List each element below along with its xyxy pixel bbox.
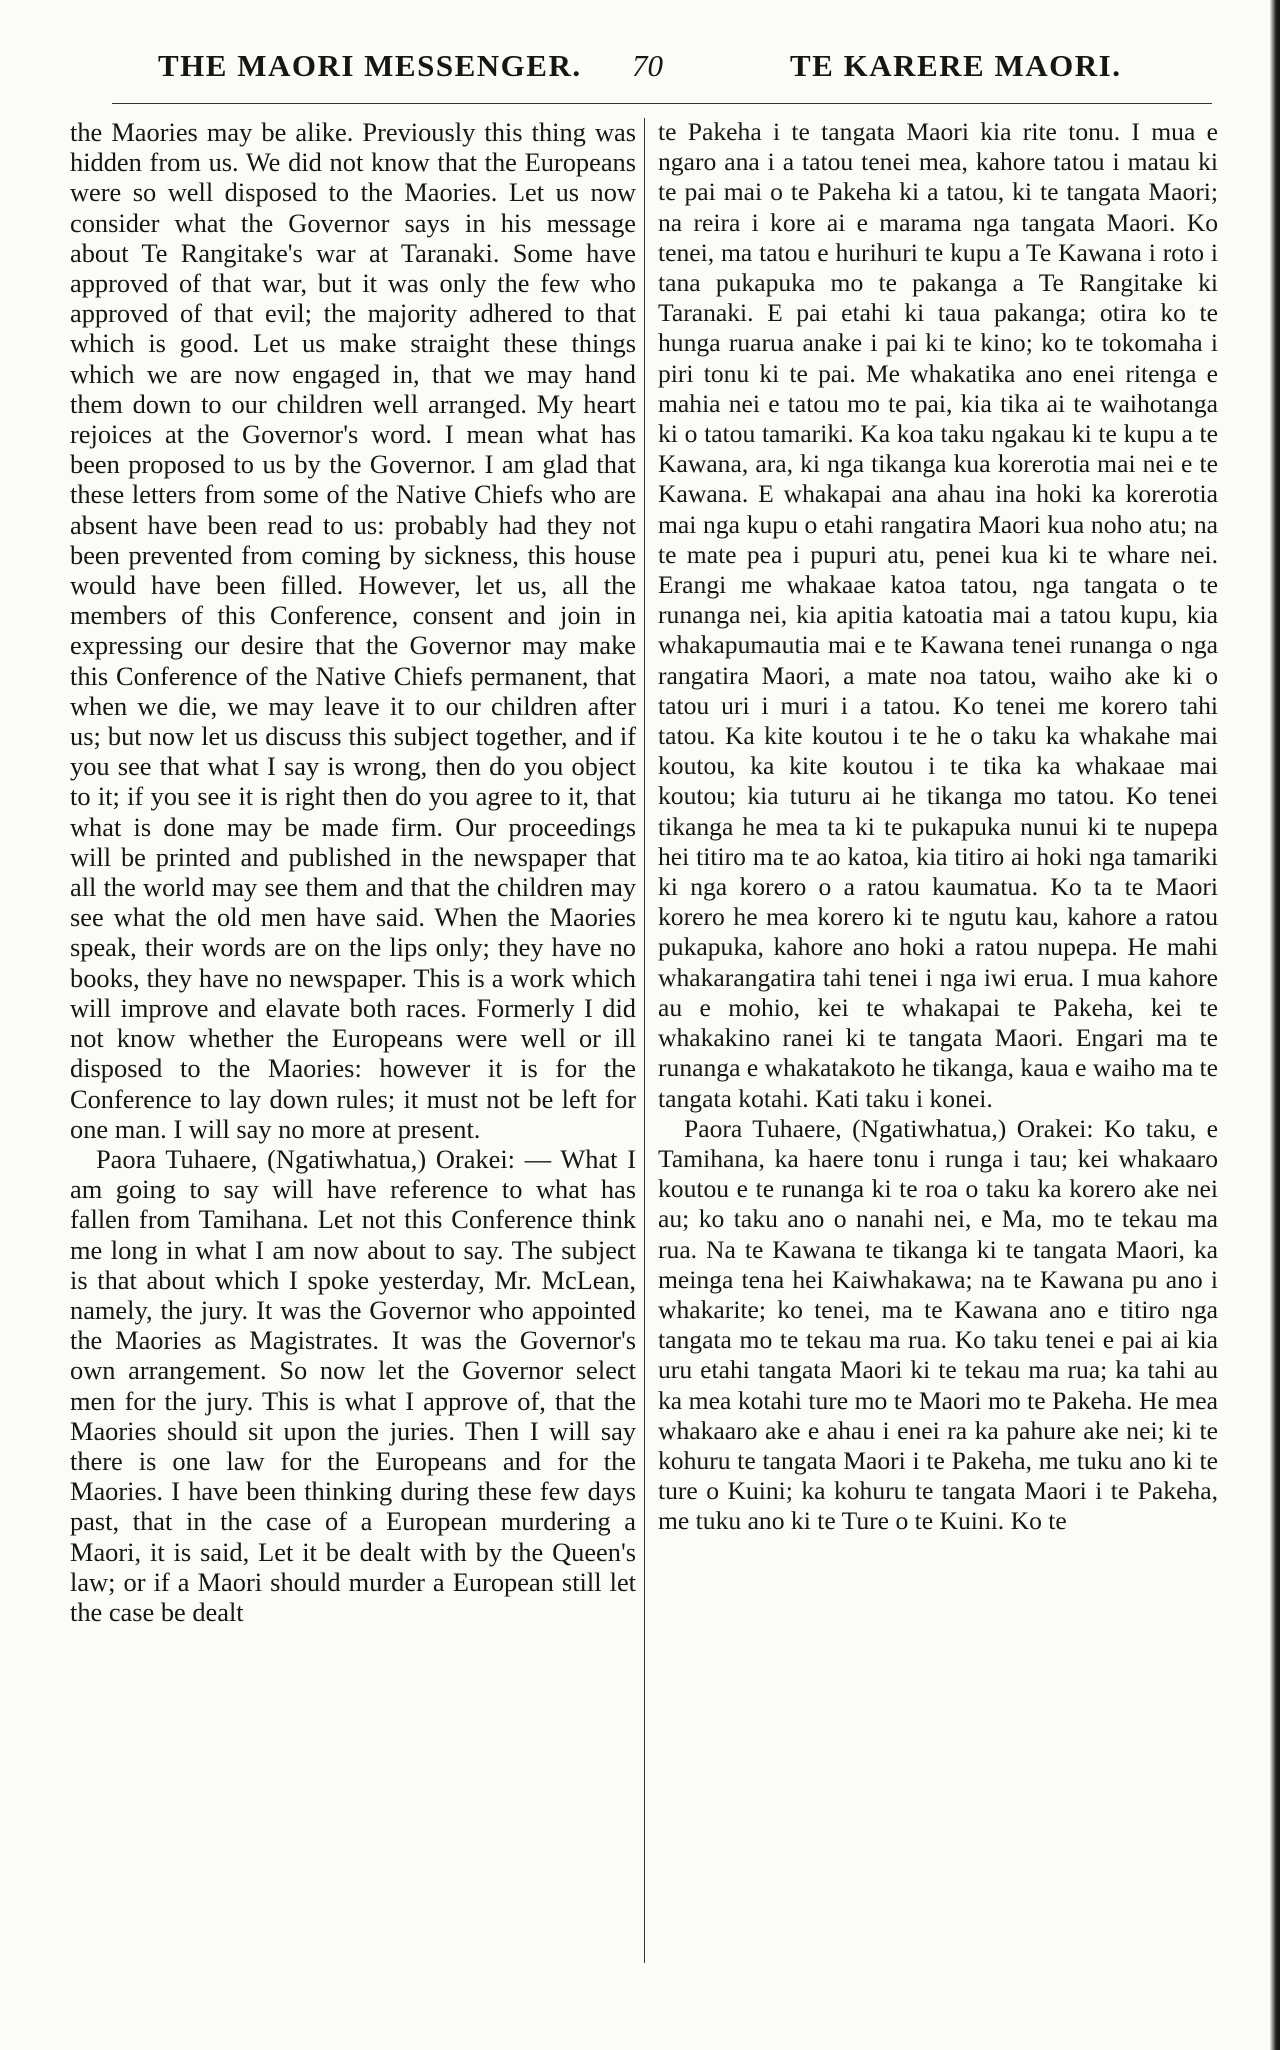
maori-paragraph-1: te Pakeha i te tangata Maori kia rite tonu. I mua e ngaro ana i a tatou tenei mea, kahore tatou i matau ki te pai mai o te Pakeha ki a tatou, ki te tangata Maori; na reira i kore ai e marama nga tangata Maori. Ko tenei, ma tatou e hurihuri te kupu a Te Kawana i roto i tana pukapuka mo te pakanga a Te Rangitake ki Taranaki. E pai etahi ki taua pakanga; otira ko te hunga ruarua anake i pai ki te kino; ko te tokomaha i piri tonu ki te pai. Me whakatika ano enei ritenga e mahia nei e tatou mo te pai, kia tika ai te waihotanga ki o tatou tamariki. Ka koa taku ngakau ki te kupu a te Kawana, ara, ki nga tikanga kua korerotia mai nei e te Kawana. E whakapai ana ahau ina hoki ka korerotia mai nga kupu o etahi rangatira Maori kua noho atu; na te mate pea i pupuri atu, penei kua ki te whare nei. Erangi me whakaae katoa tatou, nga tangata o te runanga nei, kia apitia katoatia mai a tatou kupu, kia whakapumautia mai e te Kawana tenei runanga o nga rangatira Maori, a mate noa tatou, waiho ake ki o tatou uri i muri i a tatou. Ko tenei me korero tahi tatou. Ka kite koutou i te he o taku ka whakahe mai koutou, ka kite koutou i te tika ka whakaae mai koutou; kia tuturu ai he tikanga mo tatou. Ko tenei tikanga he mea ta ki te pukapuka nunui ki te nupepa hei titiro ma te ao katoa, kia titiro ai hoki nga tamariki ki nga korero o a ratou kaumatua. Ko ta te Maori korero he mea korero ki te ngutu kau, kahore a ratou pukapuka, kahore ano hoki a ratou nupepa. He mahi whakarangatira tahi tenei i nga iwi erua. I mua kahore au e mohio, kei te whakapai te Pakeha, kei te whakakino ranei ki te tangata Maori. Engari ma te runanga e whakatakoto he tikanga, kaua e waiho ma te tangata kotahi. Kati taku i konei. — [658, 117, 1218, 1113]
english-masthead: THE MAORI MESSENGER. — [158, 48, 582, 83]
english-paragraph-2: Paora Tuhaere, (Ngatiwhatua,) Orakei: — What I am going to say will have reference to what has fallen from Tamihana. Let not this Conference think me long in what I am now about to say. The subject is that about which I spoke yesterday, Mr. McLean, namely, the jury. It was the Governor who appointed the Maories as Magistrates. It was the Governor's own arrangement. So now let the Governor select men for the jury. This is what I approve of, that the Maories should sit upon the juries. Then I will say there is one law for the Europeans and for the Maories. I have been thinking during these few days past, that in the case of a European murdering a Maori, it is said, Let it be dealt with by the Queen's law; or if a Maori should murder a European still let the case be dealt — [70, 1143, 636, 1627]
column-divider — [644, 118, 645, 1963]
page-number: 70 — [632, 48, 663, 83]
english-paragraph-1: the Maories may be alike. Previously this thing was hidden from us. We did not know that the Europeans were so well disposed to the Maories. Let us now consider what the Governor says in his message about Te Rangitake's war at Taranaki. Some have approved of that war, but it was only the few who approved of that evil; the majority adhered to that which is good. Let us make straight these things which we are now engaged in, that we may hand them down to our children well arranged. My heart rejoices at the Governor's word. I mean what has been proposed to us by the Governor. I am glad that these letters from some of the Native Chiefs who are absent have been read to us: probably had they not been prevented from coming by sickness, this house would have been filled. However, let us, all the members of this Conference, consent and join in expressing our desire that the Governor may make this Conference of the Native Chiefs permanent, that when we die, we may leave it to our children after us; but now let us discuss this subject together, and if you see that what I say is wrong, then do you object to it; if you see it is right then do you agree to it, that what is done may be made firm. Our proceedings will be printed and published in the newspaper that all the world may see them and that the children may see what the old men have said. When the Maories speak, their words are on the lips only; they have no books, they have no newspaper. This is a work which will improve and elavate both races. Formerly I did not know whether the Europeans were well or ill disposed to the Maories: however it is for the Conference to lay down rules; it must not be left for one man. I will say no more at present. — [70, 117, 636, 1144]
maori-column — [658, 117, 1218, 1537]
page-header — [0, 48, 1280, 92]
maori-masthead: TE KARERE MAORI. — [790, 48, 1122, 83]
page-edge-shadow — [1270, 0, 1280, 2050]
english-column — [70, 117, 636, 1627]
header-rule — [112, 103, 1212, 104]
maori-paragraph-2: Paora Tuhaere, (Ngatiwhatua,) Orakei: Ko taku, e Tamihana, ka haere tonu i runga i tau; kei whakaaro koutou e te runanga ki te roa o taku ka korero ake nei au; ko taku ano o nanahi nei, e Ma, mo te tekau ma rua. Na te Kawana te tikanga ki te tangata Maori, ka meinga tena hei Kaiwhakawa; na te Kawana pu ano i whakarite; ko tenei, ma te Kawana ano e titiro nga tangata mo te tekau ma rua. Ko taku tenei e pai ai kia uru etahi tangata Maori ki te tekau ma rua; ka tahi au ka mea kotahi ture mo te Maori mo te Pakeha. He mea whakaaro ake e ahau i enei ra ka pahure ake nei; ki te kohuru te tangata Maori i te Pakeha, me tuku ano ki te ture o Kuini; ka kohuru te tangata Maori i te Pakeha, me tuku ano ki te Ture o te Kuini. Ko te — [658, 1113, 1218, 1536]
